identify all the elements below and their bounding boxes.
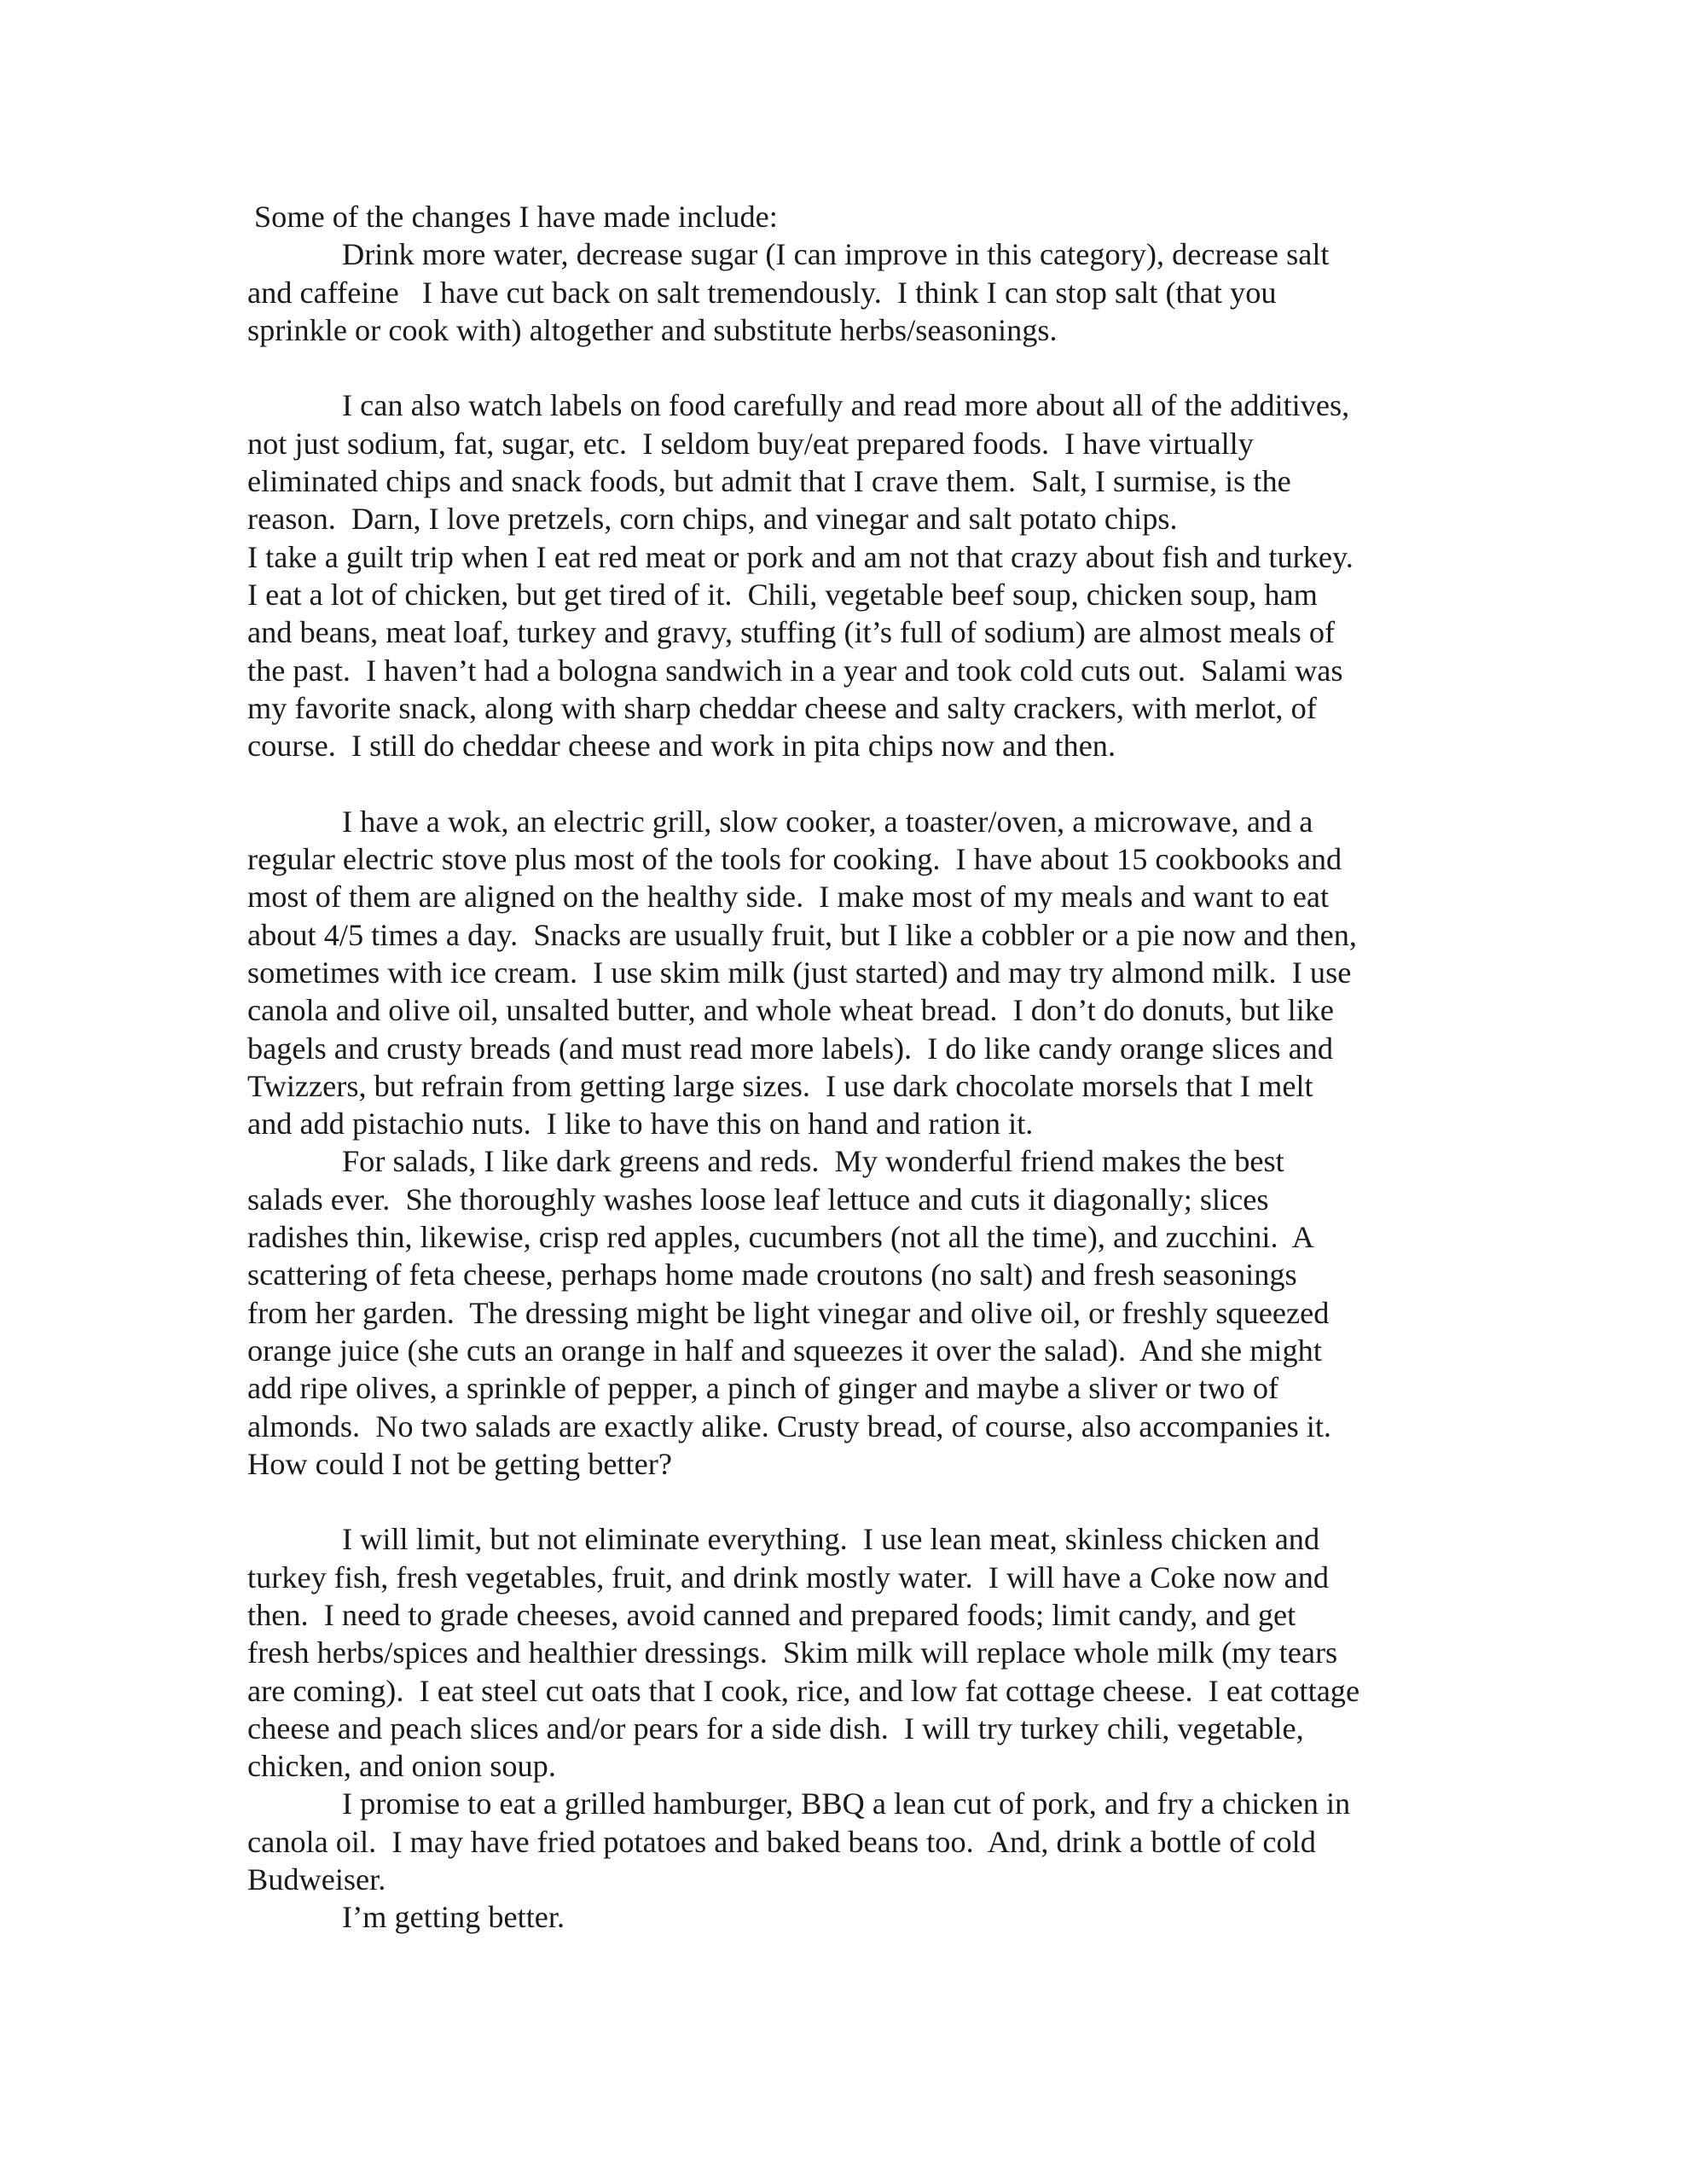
text-line: most of them are aligned on the healthy side. I make most of my meals and want to eat (247, 880, 1330, 915)
text-line: and add pistachio nuts. I like to have this on hand and ration it. (247, 1107, 1034, 1141)
text-line: For salads, I like dark greens and reds. My wonderful friend makes the best (342, 1144, 1284, 1179)
text-line: my favorite snack, along with sharp cheddar cheese and salty crackers, with merlot, of (247, 690, 1317, 725)
text-line: not just sodium, fat, sugar, etc. I seldom buy/eat prepared foods. I have virtually (247, 426, 1254, 461)
text-line: sometimes with ice cream. I use skim milk (just started) and may try almond milk. I use (247, 955, 1352, 990)
text-line: regular electric stove plus most of the tools for cooking. I have about 15 cookbooks and (247, 842, 1342, 877)
text-line: from her garden. The dressing might be light vinegar and olive oil, or freshly squeezed (247, 1295, 1330, 1330)
text-line: canola oil. I may have fried potatoes and baked beans too. And, drink a bottle of cold (247, 1824, 1316, 1859)
text-line: I eat a lot of chicken, but get tired of it. Chili, vegetable beef soup, chicken soup, ham (247, 577, 1318, 612)
text-line: orange juice (she cuts an orange in half and squeezes it over the salad). And she might (247, 1333, 1322, 1368)
text-line: fresh herbs/spices and healthier dressings. Skim milk will replace whole milk (my tears (247, 1635, 1338, 1670)
text-line: turkey fish, fresh vegetables, fruit, and drink mostly water. I will have a Coke now and (247, 1560, 1330, 1594)
text-line: the past. I haven’t had a bologna sandwich in a year and took cold cuts out. Salami was (247, 653, 1343, 688)
text-line: salads ever. She thoroughly washes loose leaf lettuce and cuts it diagonally; slices (247, 1182, 1269, 1217)
paragraph-gap (247, 349, 1475, 386)
text-line: and beans, meat loaf, turkey and gravy, stuffing (it’s full of sodium) are almost meals of (247, 615, 1336, 650)
document-body (247, 198, 1475, 1937)
text-line: almonds. No two salads are exactly alike. Crusty bread, of course, also accompanies it. (247, 1409, 1332, 1443)
text-line: I have a wok, an electric grill, slow cooker, a toaster/oven, a microwave, and a (342, 804, 1313, 839)
text-line: about 4/5 times a day. Snacks are usually fruit, but I like a cobbler or a pie now and then, (247, 917, 1357, 952)
text-line: I promise to eat a grilled hamburger, BBQ a lean cut of pork, and fry a chicken in (342, 1786, 1351, 1821)
text-line-closing: I’m getting better. (342, 1900, 565, 1935)
text-line: canola and olive oil, unsalted butter, and whole wheat bread. I don’t do donuts, but like (247, 993, 1335, 1028)
text-line: radishes thin, likewise, crisp red apples, cucumbers (not all the time), and zucchini. A (247, 1220, 1314, 1255)
text-line: scattering of feta cheese, perhaps home made croutons (no salt) and fresh seasonings (247, 1258, 1297, 1292)
text-line: I take a guilt trip when I eat red meat or pork and am not that crazy about fish and turkey. (247, 539, 1354, 574)
text-line: reason. Darn, I love pretzels, corn chips, and vinegar and salt potato chips. (247, 502, 1178, 537)
text-line: then. I need to grade cheeses, avoid canned and prepared foods; limit candy, and get (247, 1597, 1296, 1632)
text-line: chicken, and onion soup. (247, 1749, 556, 1784)
text-line-intro: Some of the changes I have made include: (254, 200, 778, 234)
text-line: eliminated chips and snack foods, but admit that I crave them. Salt, I surmise, is the (247, 464, 1291, 499)
text-line: are coming). I eat steel cut oats that I cook, rice, and low fat cottage cheese. I eat cottage (247, 1673, 1360, 1708)
text-line: cheese and peach slices and/or pears for a side dish. I will try turkey chili, vegetable, (247, 1711, 1304, 1745)
text-line: Twizzers, but refrain from getting large sizes. I use dark chocolate morsels that I melt (247, 1068, 1313, 1103)
paragraph-gap (247, 1483, 1475, 1520)
text-line: and caffeine I have cut back on salt tremendously. I think I can stop salt (that you (247, 275, 1277, 310)
paragraph-gap (247, 764, 1475, 802)
text-line: I will limit, but not eliminate everything. I use lean meat, skinless chicken and (342, 1522, 1320, 1557)
text-line: add ripe olives, a sprinkle of pepper, a pinch of ginger and maybe a sliver or two of (247, 1371, 1279, 1406)
text-line: sprinkle or cook with) altogether and substitute herbs/seasonings. (247, 312, 1058, 347)
text-line: Budweiser. (247, 1862, 386, 1897)
text-line: course. I still do cheddar cheese and work in pita chips now and then. (247, 729, 1116, 764)
text-line: bagels and crusty breads (and must read more labels). I do like candy orange slices and (247, 1031, 1333, 1066)
text-line: How could I not be getting better? (247, 1446, 672, 1481)
text-line: I can also watch labels on food carefully and read more about all of the additives, (342, 388, 1350, 423)
text-line: Drink more water, decrease sugar (I can improve in this category), decrease salt (342, 237, 1330, 272)
